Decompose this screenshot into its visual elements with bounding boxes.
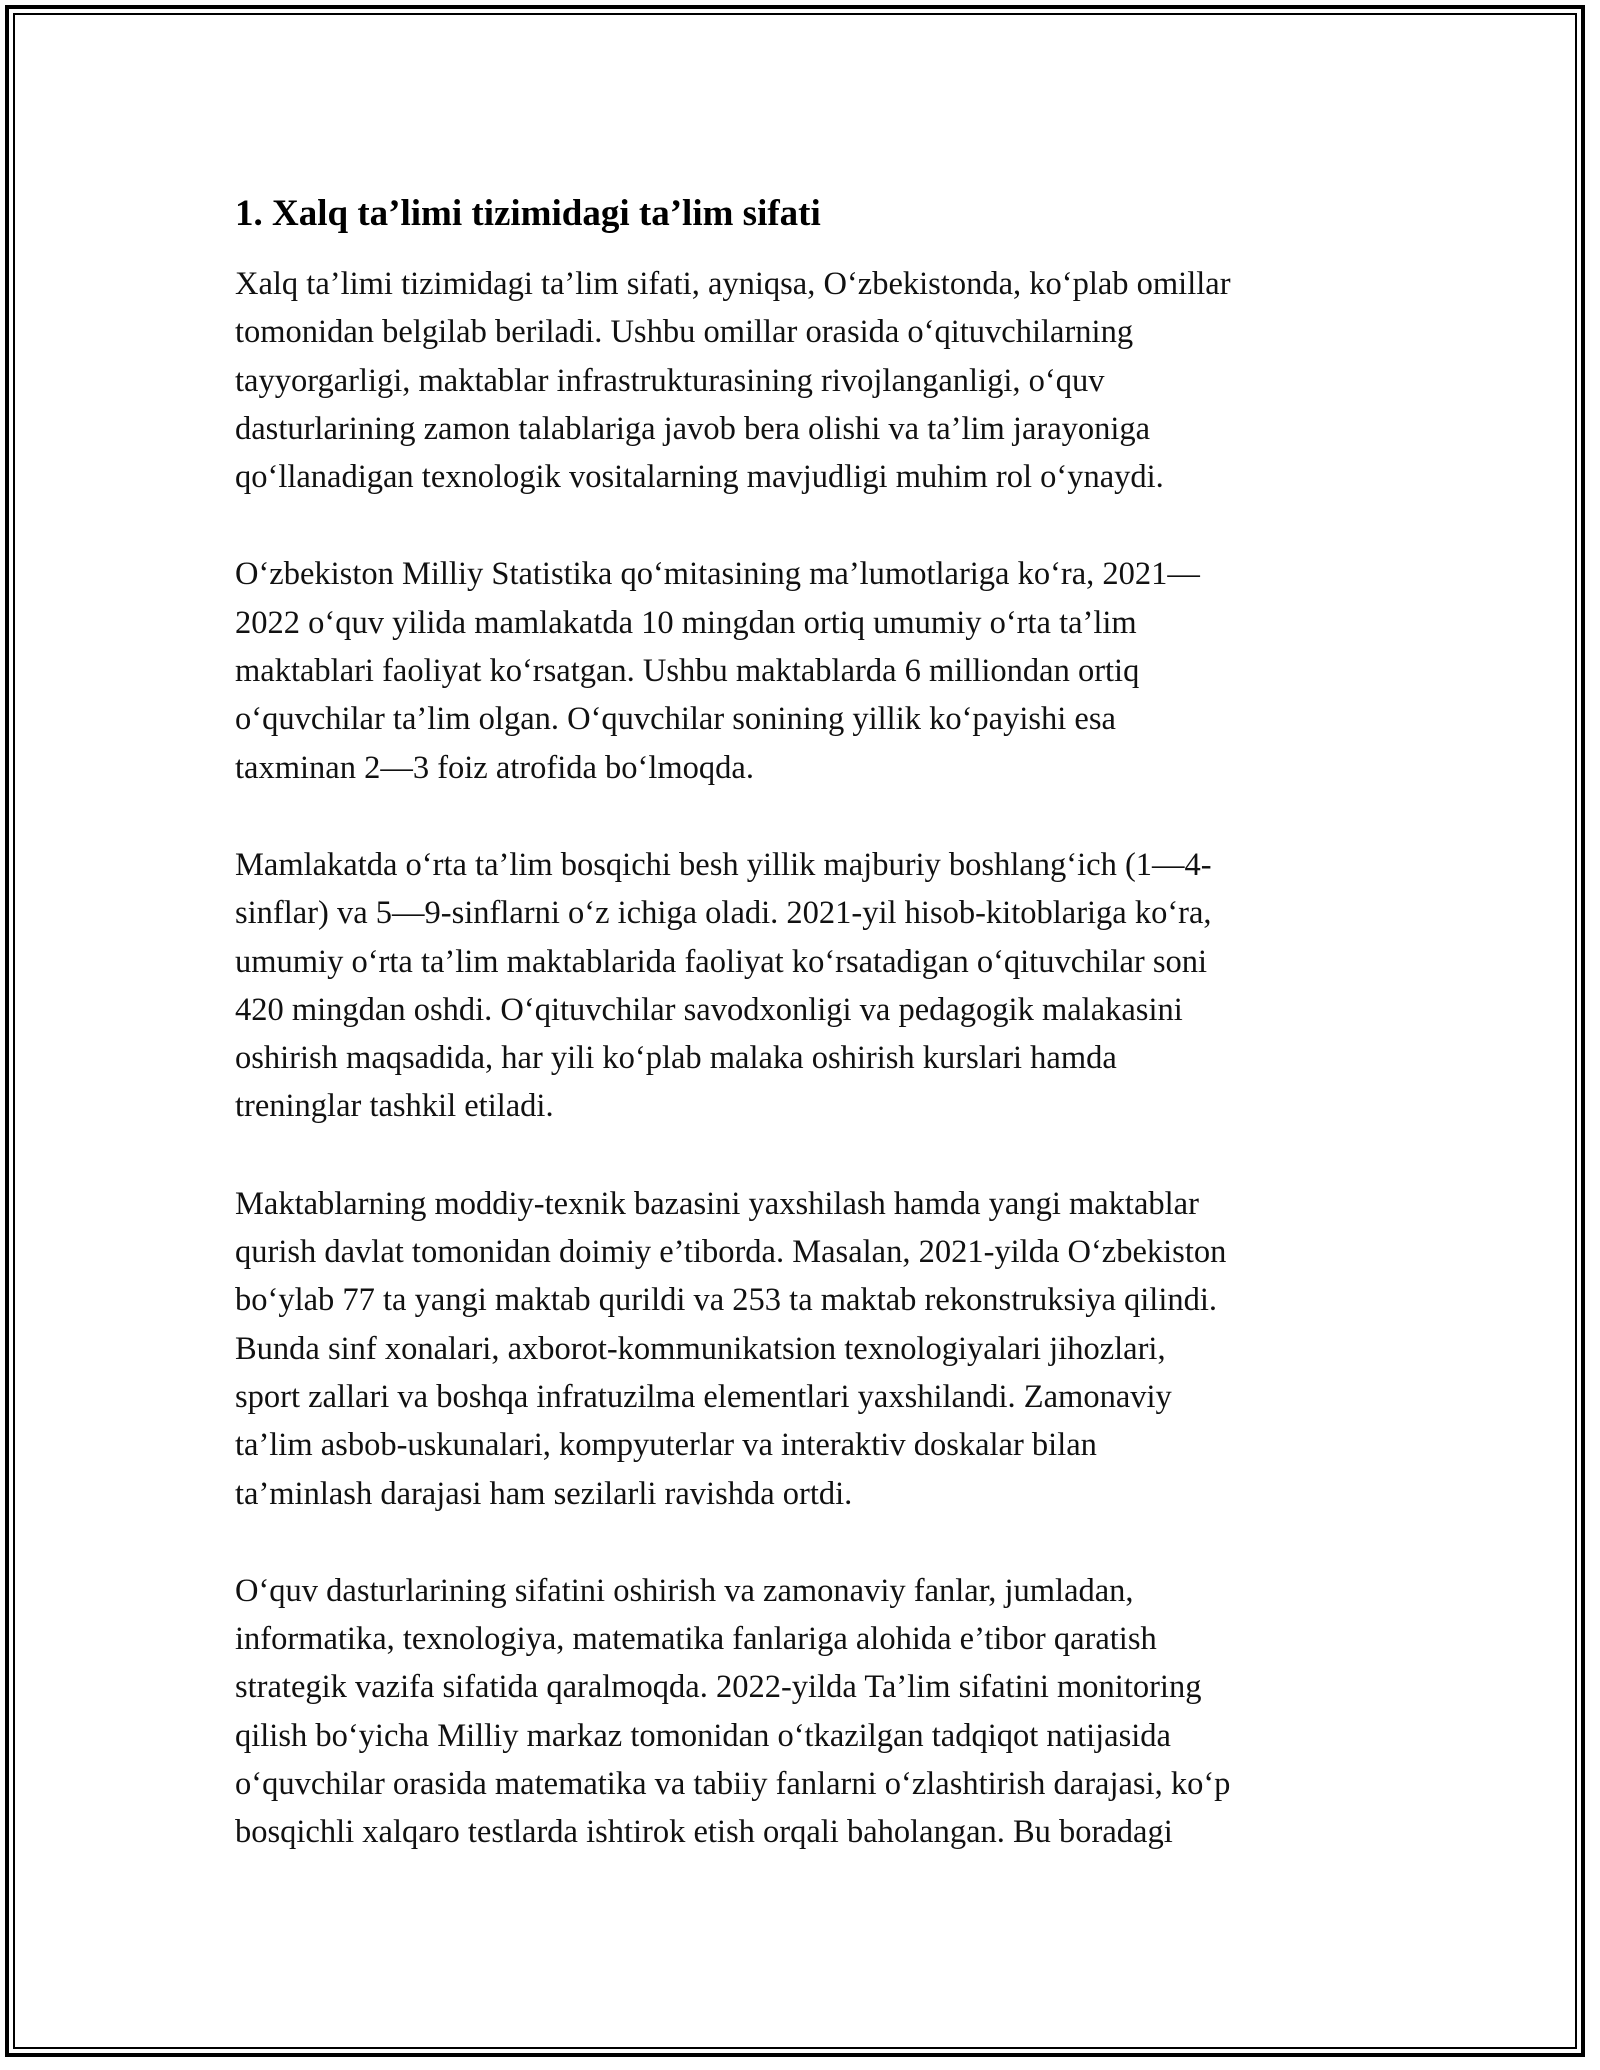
paragraph xyxy=(235,1180,1385,1518)
paragraph xyxy=(235,1567,1385,1857)
paragraph xyxy=(235,260,1385,501)
text-line: bosqichli xalqaro testlarda ishtirok etish orqali baholangan. Bu boradagi xyxy=(235,1814,1173,1851)
text-line: sport zallari va boshqa infratuzilma elementlari yaxshilandi. Zamonaviy xyxy=(235,1378,1172,1415)
paragraph xyxy=(235,550,1385,791)
text-line: dasturlarining zamon talablariga javob bera olishi va ta’lim jarayoniga xyxy=(235,410,1151,447)
text-line: strategik vazifa sifatida qaralmoqda. 2022-yilda Ta’lim sifatini monitoring xyxy=(235,1669,1202,1706)
text-line: umumiy o‘rta ta’lim maktablarida faoliyat ko‘rsatadigan o‘qituvchilar soni xyxy=(235,943,1208,980)
text-line: Mamlakatda o‘rta ta’lim bosqichi besh yillik majburiy boshlang‘ich (1—4- xyxy=(235,846,1212,883)
paragraph xyxy=(235,841,1385,1131)
text-line: taxminan 2—3 foiz atrofida bo‘lmoqda. xyxy=(235,749,754,786)
paragraph-list xyxy=(235,260,1385,1857)
text-line: informatika, texnologiya, matematika fanlariga alohida e’tibor qaratish xyxy=(235,1621,1157,1658)
text-line: tomonidan belgilab beriladi. Ushbu omillar orasida o‘qituvchilarning xyxy=(235,314,1134,351)
text-line: o‘quvchilar orasida matematika va tabiiy fanlarni o‘zlashtirish darajasi, ko‘p xyxy=(235,1766,1231,1803)
text-line: Maktablarning moddiy-texnik bazasini yaxshilash hamda yangi maktablar xyxy=(235,1185,1199,1222)
text-line: bo‘ylab 77 ta yangi maktab qurildi va 253 ta maktab rekonstruksiya qilindi. xyxy=(235,1282,1218,1319)
text-line: tayyorgarligi, maktablar infrastrukturasining rivojlanganligi, o‘quv xyxy=(235,362,1105,399)
document-body xyxy=(235,190,1385,1906)
text-line: Xalq ta’limi tizimidagi ta’lim sifati, ayniqsa, O‘zbekistonda, ko‘plab omillar xyxy=(235,266,1231,302)
text-line: O‘zbekiston Milliy Statistika qo‘mitasining ma’lumotlariga ko‘ra, 2021— xyxy=(235,556,1200,593)
section-heading: 1. Xalq ta’limi tizimidagi ta’lim sifati xyxy=(235,193,821,234)
text-line: oshirish maqsadida, har yili ko‘plab malaka oshirish kurslari hamda xyxy=(235,1040,1117,1077)
text-line: qilish bo‘yicha Milliy markaz tomonidan o‘tkazilgan tadqiqot natijasida xyxy=(235,1717,1171,1754)
text-line: O‘quv dasturlarining sifatini oshirish va zamonaviy fanlar, jumladan, xyxy=(235,1572,1134,1609)
text-line: o‘quvchilar ta’lim olgan. O‘quvchilar sonining yillik ko‘payishi esa xyxy=(235,701,1116,738)
text-line: ta’minlash darajasi ham sezilarli ravishda ortdi. xyxy=(235,1475,853,1512)
text-line: Bunda sinf xonalari, axborot-kommunikatsion texnologiyalari jihozlari, xyxy=(235,1330,1166,1367)
text-line: treninglar tashkil etiladi. xyxy=(235,1088,554,1125)
text-line: sinflar) va 5—9-sinflarni o‘z ichiga oladi. 2021-yil hisob-kitoblariga ko‘ra, xyxy=(235,895,1212,932)
text-line: maktablari faoliyat ko‘rsatgan. Ushbu maktablarda 6 milliondan ortiq xyxy=(235,653,1140,690)
text-line: qo‘llanadigan texnologik vositalarning mavjudligi muhim rol o‘ynaydi. xyxy=(235,459,1164,496)
text-line: 2022 o‘quv yilida mamlakatda 10 mingdan ortiq umumiy o‘rta ta’lim xyxy=(235,604,1137,641)
text-line: qurish davlat tomonidan doimiy e’tiborda. Masalan, 2021-yilda O‘zbekiston xyxy=(235,1234,1227,1271)
text-line: ta’lim asbob-uskunalari, kompyuterlar va interaktiv doskalar bilan xyxy=(235,1427,1097,1464)
text-line: 420 mingdan oshdi. O‘qituvchilar savodxonligi va pedagogik malakasini xyxy=(235,991,1183,1028)
